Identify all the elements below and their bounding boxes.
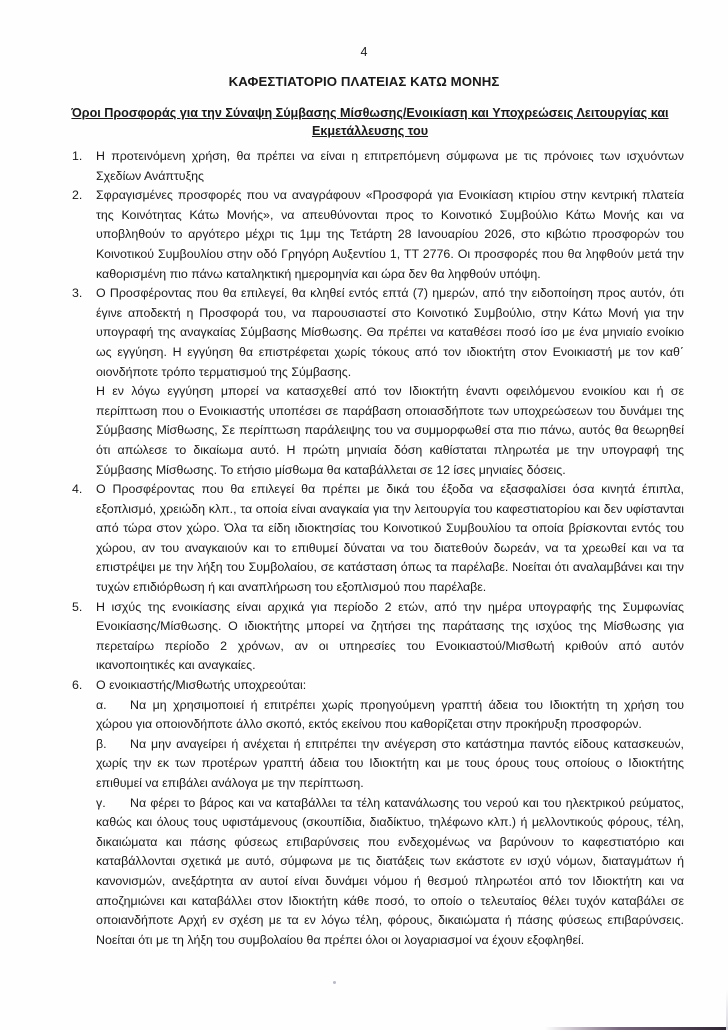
term-item: [72, 147, 684, 186]
term-number: 6.: [72, 678, 83, 693]
subitem-text: Να φέρει το βάρος και να καταβάλλει τα τέλη κατανάλωσης του νερού και του ηλεκτρικού ρεύματος, καθώς και όλους τους υφιστάμενους (σκουπίδια, διαδίκτυο, τηλέφωνο κλπ.) ή μελλοντικούς φόρους, τέλη, δικαιώματα και πάσης φύσεως επιβαρύνσεις που ενδεχομένως να βαρύνουν το καφεστιατόριο και καταβάλλονται σχετικά με αυτό, σύμφωνα με τις διατάξεις των εκάστοτε εν ισχύ νόμων, διαταγμάτων ή κανονισμών, ανεξάρτητα αν αυτοί είναι δυνάμει νόμου ή θεσμού πληρωτέοι από τον Ιδιοκτήτη και να αποζημιώνει και καταβάλλει στον Ιδιοκτήτη κάθε ποσό, το οποίο ο τελευταίος θέλει τυχόν καταβάλει σε οποιανδήποτε Αρχή εν σχέση με τα εν λόγω τέλη, φόρους, δικαιώματα ή πάσης φύσεως επιβαρύνσεις. Νοείται ότι με τη λήξη του συμβολαίου θα πρέπει όλοι οι λογαριασμοί να έχουν εξοφληθεί.: [96, 795, 684, 947]
subitem-gamma: [96, 794, 684, 951]
subitem-beta: [96, 735, 684, 794]
term-item: [72, 598, 684, 676]
term-text: Η προτεινόμενη χρήση, θα πρέπει να είναι η επιτρεπόμενη σύμφωνα με τις πρόνοιες των ισχυόντων Σχεδίων Ανάπτυξης: [96, 149, 684, 183]
term-number: 3.: [72, 286, 83, 301]
term-text: Ο Προσφέροντας που θα επιλεγεί θα πρέπει με δικά του έξοδα να εξασφαλίσει όσα κινητά έπιπλα, εξοπλισμό, χρειώδη κλπ., τα οποία είναι αναγκαία για την λειτουργία του καφεστιατορίου και δεν υφίστανται από τώρα στον χώρο. Όλα τα είδη ιδιοκτησίας του Κοινοτικού Συμβουλίου τα οποία βρίσκονται εντός του χώρου, αν του αναγκαιούν και το επιθυμεί δύναται να του διατεθούν δωρεάν, να τα χρεωθεί και να τα επιστρέψει με την λήξη του Συμβολαίου, σε κατάσταση όπως τα παρέλαβε. Νοείται ότι αναλαμβάνει και την τυχών επιδιόρθωση ή και αναπλήρωση του εξοπλισμού που παρέλαβε.: [96, 482, 684, 595]
document-subtitle: Όροι Προσφοράς για την Σύναψη Σύμβασης Μίσθωσης/Ενοικίαση και Υποχρεώσεις Λειτουργίας και Εκμετάλλευσης του: [71, 106, 669, 138]
page-number: 4: [360, 45, 368, 59]
term-item: [72, 480, 684, 598]
term-number: 5.: [72, 599, 83, 614]
subitem-letter: γ.: [96, 795, 106, 810]
subitem-letter: β.: [96, 736, 107, 751]
subitem-letter: α.: [96, 697, 107, 712]
term-item: [72, 676, 684, 950]
subitem-text: Να μη χρησιμοποιεί ή επιτρέπει χωρίς προηγούμενη γραπτή άδεια του Ιδιοκτήτη τη χρήση του χώρου για οποιονδήποτε άλλο σκοπό, εκτός εκείνου που καθορίζεται στην προκήρυξη προσφορών.: [96, 697, 684, 732]
term-number: 2.: [72, 188, 83, 203]
term-number: 4.: [72, 482, 83, 497]
term-number: 1.: [72, 149, 83, 163]
term-text: Η ισχύς της ενοικίασης είναι αρχικά για περίοδο 2 ετών, από την ημέρα υπογραφής της Συμφωνίας Ενοικίασης/Μίσθωσης. Ο ιδιοκτήτης μπορεί να ζητήσει της παράτασης της ισχύος της Μίσθωσης για περεταίρω περίοδο 2 χρόνων, αν οι υπηρεσίες του Ενοικιαστού/Μισθωτή κριθούν από αυτόν ικανοποιητικές και αναγκαίες.: [96, 599, 684, 673]
subitem-text: Να μην αναγείρει ή ανέχεται ή επιτρέπει την ανέγερση στο κατάστημα παντός είδους κατασκευών, χωρίς την εκ των προτέρων γραπτή άδεια του Ιδιοκτήτη και με τους όρους τους οποίους ο Ιδιοκτήτης επιθυμεί να επιβάλει ανάλογα με την περίπτωση.: [96, 736, 684, 790]
term-text: Ο ενοικιαστής/Μισθωτής υποχρεούται:: [96, 678, 307, 693]
terms-list: [72, 147, 684, 950]
term-item: [72, 284, 684, 480]
term-text: Η εν λόγω εγγύηση μπορεί να κατασχεθεί από τον Ιδιοκτήτη έναντι οφειλόμενου ενοικίου και ή σε περίπτωση που ο Ενοικιαστής υποπέσει σε παράβαση οποιασδήποτε των υποχρεώσεων του δυνάμει της Σύμβασης Μίσθωσης, Σε περίπτωση παράλειψης του να συμμορφωθεί στα πιο πάνω, αυτός θα θεωρηθεί ότι απώλεσε το δικαίωμα αυτό. Η πρώτη μηνιαία δόση καθίσταται πληρωτέα με την υπογραφή της Σύμβασης Μίσθωσης. Το ετήσιο μίσθωμα θα καταβάλλεται σε 12 ίσες μηνιαίες δόσεις.: [96, 384, 684, 477]
document-title: ΚΑΦΕΣΤΙΑΤΟΡΙΟ ΠΛΑΤΕΙΑΣ ΚΑΤΩ ΜΟΝΗΣ: [228, 74, 500, 89]
term-text: Σφραγισμένες προσφορές που να αναγράφουν «Προσφορά για Ενοικίαση κτιρίου στην κεντρική πλατεία της Κοινότητας Κάτω Μονής», να απευθύνονται προς το Κοινοτικό Συμβούλιο Κάτω Μονής και να υποβληθούν το αργότερο μέχρι τις 1μμ της Τετάρτη 28 Ιανουαρίου 2026, στο κιβώτιο προσφορών του Κοινοτικού Συμβουλίου στην οδό Γρηγόρη Αυξεντίου 1, ΤΤ 2776. Οι προσφορές που θα ληφθούν μετά την καθορισμένη πιο πάνω καταληκτική ημερομηνία και ώρα δεν θα ληφθούν υπόψη.: [96, 188, 684, 281]
term-text: Ο Προσφέροντας που θα επιλεγεί, θα κληθεί εντός επτά (7) ημερών, από την ειδοποίηση προς αυτόν, ότι έγινε αποδεκτή η Προσφορά του, να παρουσιαστεί στο Κοινοτικό Συμβούλιο, στην Κάτω Μονή για την υπογραφή της αναγκαίας Σύμβασης Μίσθωσης. Θα πρέπει να καταθέσει ποσό ίσο με ένα μηνιαίο ενοίκιο ως εγγύηση. Η εγγύηση θα επιστρέφεται χωρίς τόκους από τον ιδιοκτήτη στον Ενοικιαστή με τον καθ΄ οιονδήποτε τρόπο τερματισμού της Σύμβασης.: [96, 286, 684, 379]
subitem-alpha: [96, 696, 684, 735]
scan-speck: [333, 981, 336, 984]
term-item: [72, 186, 684, 284]
